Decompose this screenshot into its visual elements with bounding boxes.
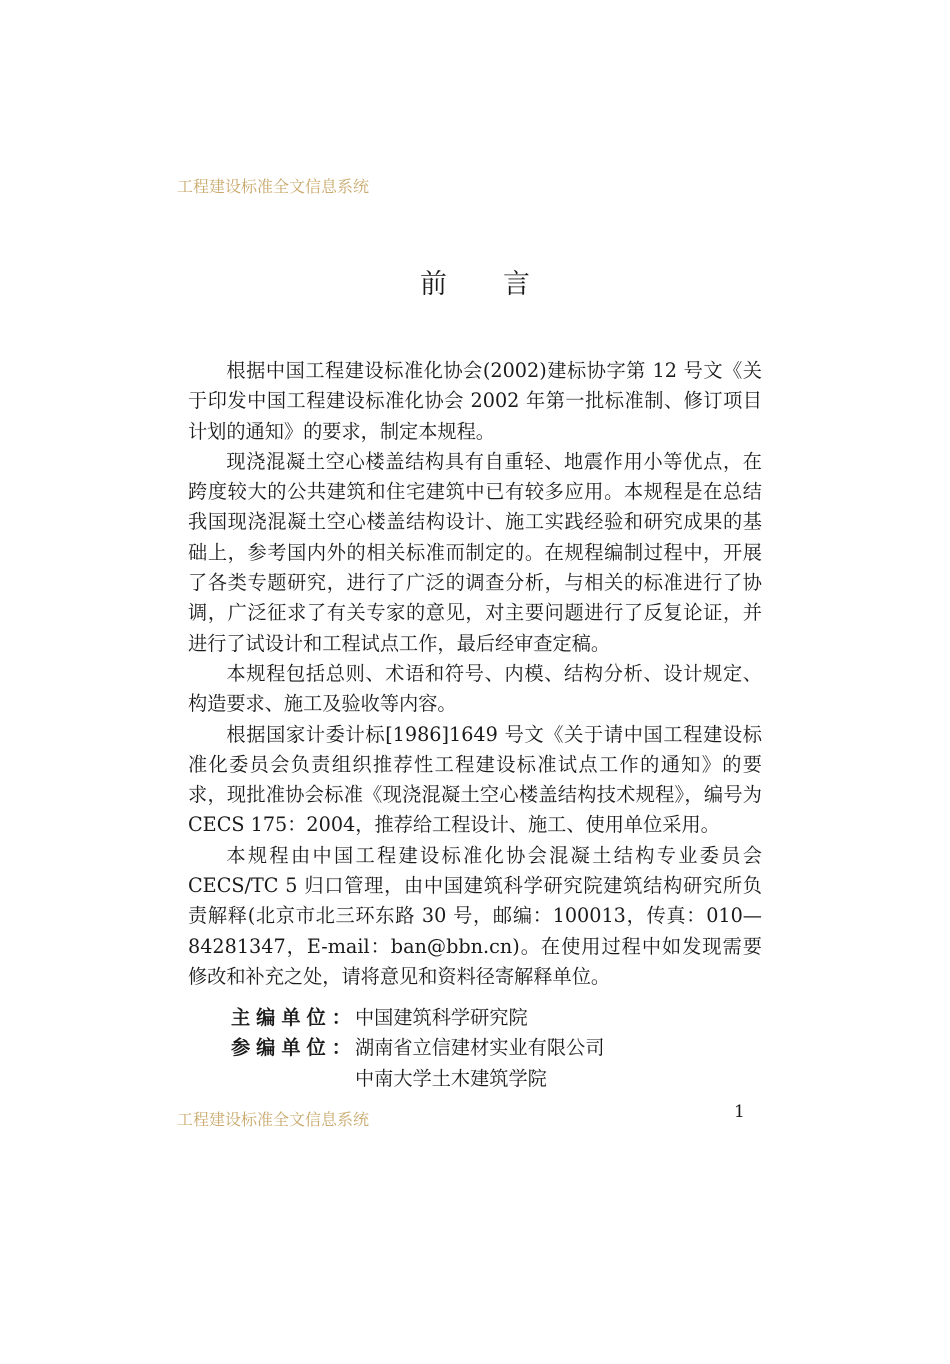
paragraph-2: 现浇混凝土空心楼盖结构具有自重轻、地震作用小等优点，在跨度较大的公共建筑和住宅建筑中已有较多应用。本规程是在总结我国现浇混凝土空心楼盖结构设计、施工实践经验和研究成果的基础上，参考国内外的相关标准而制定的。在规程编制过程中，开展了各类专题研究，进行了广泛的调查分析，与相关的标准进行了协调，广泛征求了有关专家的意见，对主要问题进行了反复论证，并进行了试设计和工程试点工作，最后经审查定稿。 [188,449,762,655]
participant-label-spacer [231,1064,355,1094]
page-number: 1 [734,1102,745,1122]
chief-editor-row [231,1003,604,1033]
participant-value-2: 中南大学土木建筑学院 [355,1066,547,1090]
paragraph-4: 根据国家计委计标[1986]1649 号文《关于请中国工程建设标准化委员会负责组织推荐性工程建设标准试点工作的通知》的要求，现批准协会标准《现浇混凝土空心楼盖结构技术规程》，编号为 CECS 175：2004，推荐给工程设计、施工、使用单位采用。 [188,722,762,837]
editing-units [231,1003,604,1094]
chief-editor-label: 主编单位： [231,1006,357,1029]
page-title [0,262,950,301]
participant-label: 参编单位： [231,1036,357,1060]
participant-value-1: 湖南省立信建材实业有限公司 [355,1036,605,1060]
watermark-top: 工程建设标准全文信息系统 [177,177,370,196]
participant-row [231,1033,604,1063]
paragraph-3: 本规程包括总则、术语和符号、内模、结构分析、设计规定、构造要求、施工及验收等内容。 [188,661,762,716]
preface-body [188,356,762,992]
title-char-1: 前 [420,269,447,300]
watermark-bottom: 工程建设标准全文信息系统 [177,1110,370,1129]
paragraph-1: 根据中国工程建设标准化协会(2002)建标协字第 12 号文《关于印发中国工程建设标准化协会 2002 年第一批标准制、修订项目计划的通知》的要求，制定本规程。 [188,359,762,443]
paragraph-5: 本规程由中国工程建设标准化协会混凝土结构专业委员会 CECS/TC 5 归口管理，由中国建筑科学研究院建筑结构研究所负责解释(北京市北三环东路 30 号，邮编：100013，传真：010—84281347，E-mail：ban@bbn.cn)。在使用过程中如发现需要修改和补充之处，请将意见和资料径寄解释单位。 [188,843,762,988]
participant-row-2 [231,1064,604,1094]
chief-editor-value: 中国建筑科学研究院 [355,1006,528,1029]
title-char-2: 言 [503,269,530,300]
